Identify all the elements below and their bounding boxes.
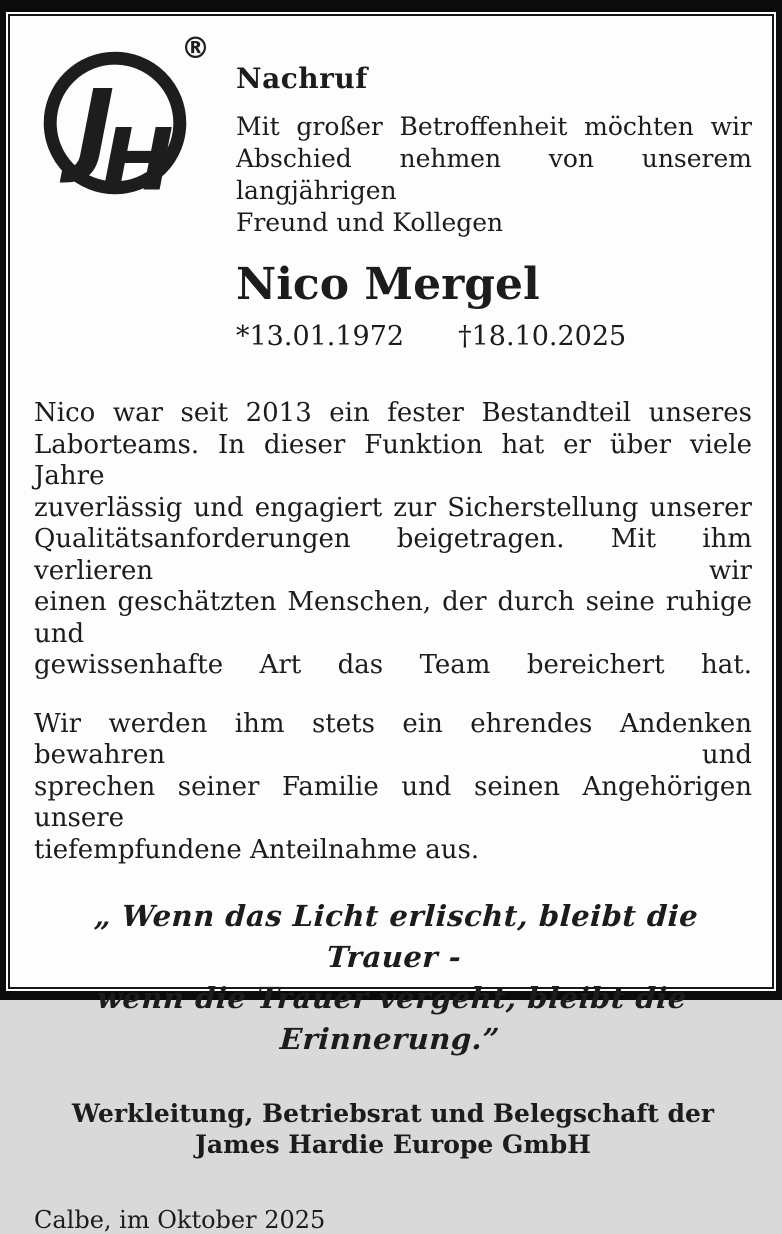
death-date: †18.10.2025 (458, 321, 627, 352)
text-line: Abschied nehmen von unserem langjährigen (236, 144, 752, 205)
obituary-paragraph-1 (34, 398, 752, 682)
intro-text (236, 111, 752, 239)
logo-letter-j: J (76, 67, 115, 187)
quote-line-2: wenn die Trauer vergeht, bleibt die Erinnerung.” (96, 981, 688, 1056)
page-frame (8, 14, 774, 1234)
logo-letter-h: H (101, 110, 174, 211)
registered-trademark-icon: ® (181, 31, 210, 65)
page-title: Nachruf (236, 62, 368, 95)
text-line: zuverlässig und engagiert zur Sicherstellung unserer (34, 492, 752, 523)
place-date: Calbe, im Oktober 2025 (34, 1206, 326, 1234)
text-line: Freund und Kollegen (236, 208, 504, 237)
memorial-quote (30, 896, 757, 1060)
jh-logo-icon (34, 42, 196, 211)
header (34, 31, 752, 352)
header-text-column (236, 36, 752, 352)
text-line: Qualitätsanforderungen beigetragen. Mit ihm verlieren wir (34, 524, 752, 586)
text-line: Mit großer Betroffenheit möchten wir (236, 112, 752, 141)
deceased-name: Nico Mergel (236, 259, 540, 310)
birth-date: *13.01.1972 (236, 321, 405, 352)
text-line: Nico war seit 2013 ein fester Bestandteil unseres (34, 398, 752, 428)
text-line: sprechen seiner Familie und seinen Angehörigen unsere (34, 771, 752, 833)
text-line: einen geschätzten Menschen, der durch seine ruhige und (34, 587, 752, 649)
quote-line-1: „ Wenn das Licht erlischt, bleibt die Trauer - (93, 899, 700, 974)
text-line: Wir werden ihm stets ein ehrendes Andenken bewahren und (34, 708, 752, 770)
signature-block (34, 1098, 752, 1160)
obituary-paragraph-2 (34, 709, 752, 867)
company-logo (34, 31, 210, 211)
text-line: Laborteams. In dieser Funktion hat er über viele Jahre (34, 429, 752, 491)
signature-line-1: Werkleitung, Betriebsrat und Belegschaft der (71, 1099, 715, 1128)
text-line: tiefempfundene Anteilnahme aus. (34, 834, 480, 865)
text-line: gewissenhafte Art das Team bereichert hat. (34, 650, 752, 680)
life-dates (236, 321, 752, 352)
signature-line-2: James Hardie Europe GmbH (195, 1130, 591, 1159)
